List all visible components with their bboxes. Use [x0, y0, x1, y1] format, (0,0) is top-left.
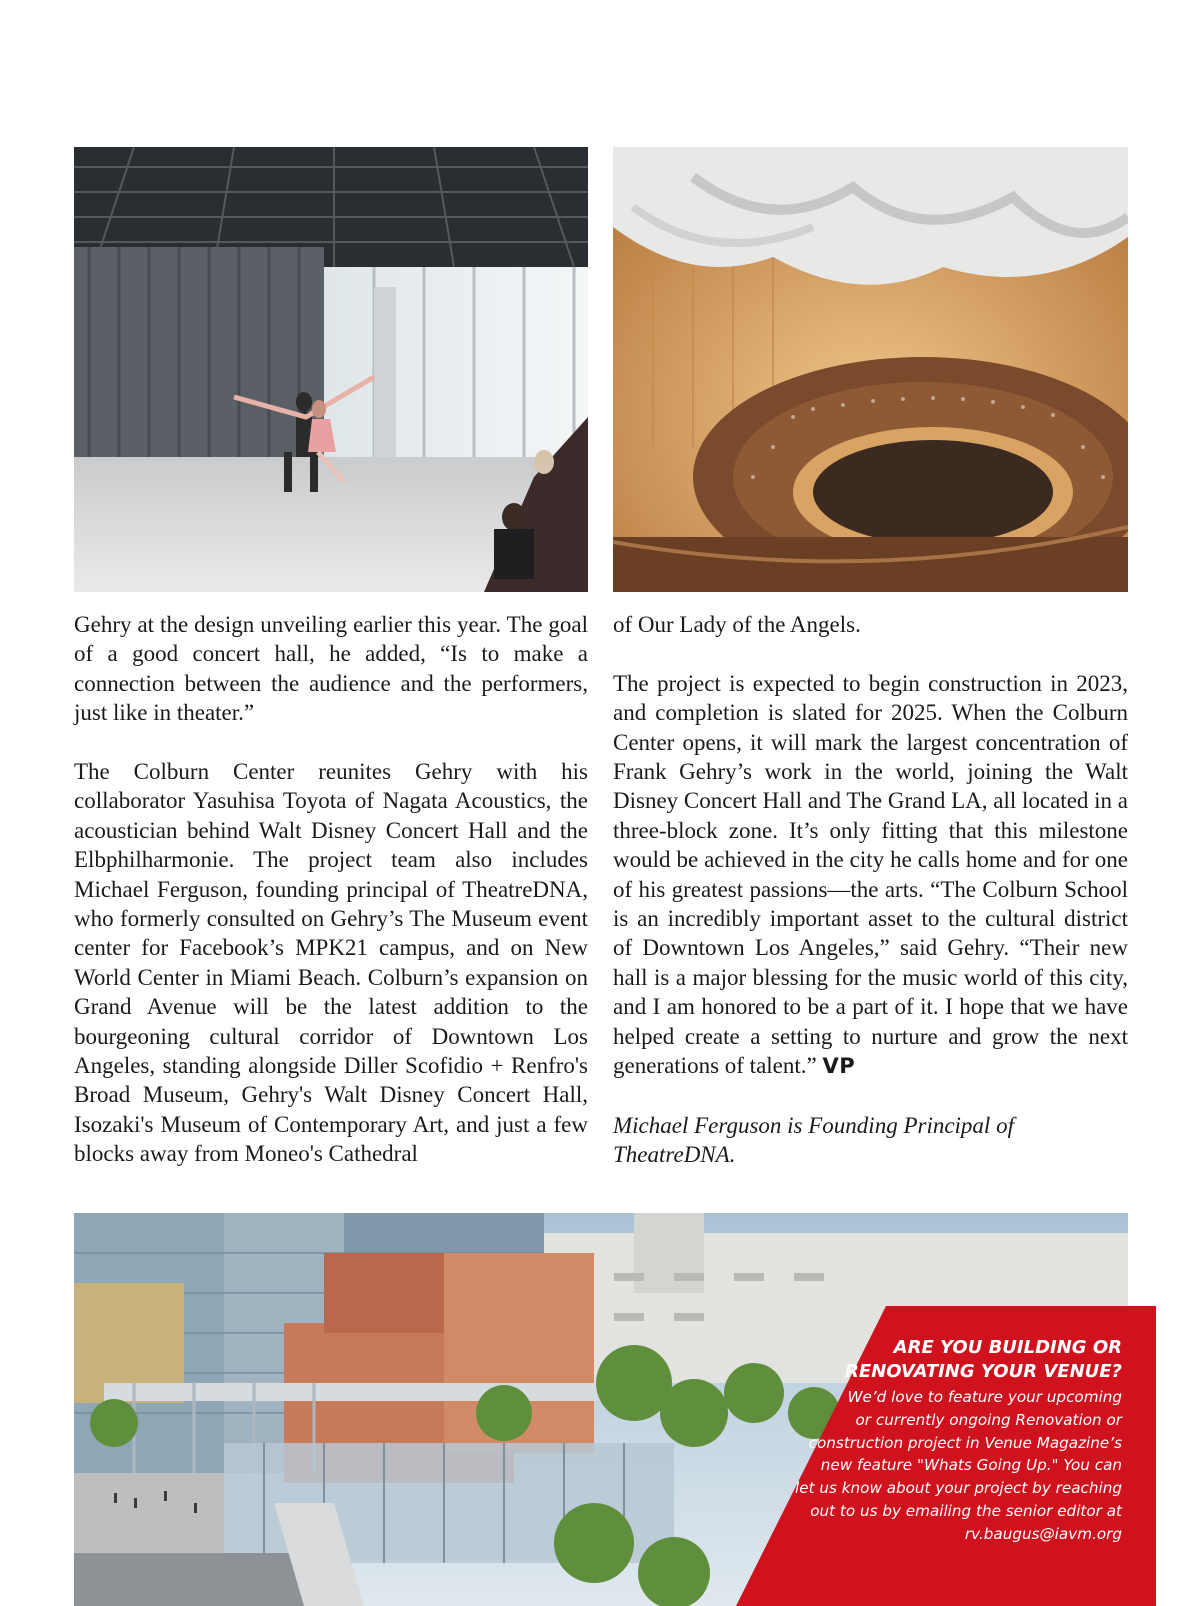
author-credit: Michael Ferguson is Founding Principal of TheatreDNA. [613, 1112, 1014, 1168]
signoff-mark: VP [822, 1054, 856, 1079]
editor-email-link[interactable]: rv.baugus@iavm.org [964, 1524, 1122, 1543]
callout-heading-line: RENOVATING YOUR VENUE? [845, 1361, 1122, 1382]
callout-body-line: or currently ongoing Renovation or [855, 1410, 1122, 1429]
venue-callout [736, 1306, 1156, 1606]
article-paragraph: Gehry at the design unveiling earlier this year. The goal of a good concert hall, he added, “Is to make a connection between the audience and the performers, just like in theater.” [74, 612, 588, 726]
callout-heading-line: ARE YOU BUILDING OR [893, 1337, 1122, 1358]
callout-body-line: new feature "Whats Going Up." You can [820, 1456, 1122, 1475]
concert-hall-photo [613, 147, 1128, 592]
callout-text [762, 1336, 1122, 1546]
callout-body-line: construction project in Venue Magazine’s [808, 1433, 1122, 1452]
article-paragraph-text: The project is expected to begin construction in 2023, and completion is slated for 2025. When the Colburn Center opens, it will mark the largest concentration of Frank Gehry’s work in the world, joining the Walt Disney Concert Hall and The Grand LA, all located in a three-block zone. It’s only fitting that this milestone would be achieved in the city he calls home and for one of his greatest passions—the arts. “The Colburn School is an incredibly important asset to the cultural district of Downtown Los Angeles,” said Gehry. “Their new hall is a major blessing for the music world of this city, and I am honored to be a part of it. I hope that we have helped create a setting to nurture and grow the next generations of talent.” [613, 670, 1128, 1079]
callout-body-line: out to us by emailing the senior editor at [810, 1501, 1122, 1520]
article-paragraph: of Our Lady of the Angels. [613, 612, 861, 637]
article-column-right [613, 610, 1128, 1170]
article-paragraph-final [613, 669, 1128, 1082]
callout-body-line: We’d love to feature your upcoming [847, 1388, 1122, 1406]
article-column-left [74, 610, 588, 1169]
callout-body-line: let us know about your project by reaching [795, 1479, 1122, 1498]
callout-body [762, 1386, 1122, 1546]
article-paragraph: The Colburn Center reunites Gehry with his collaborator Yasuhisa Toyota of Nagata Acoustics, the acoustician behind Walt Disney Concert Hall and the Elbphilharmonie. The project team also includes Michael Ferguson, founding principal of TheatreDNA, who formerly consulted on Gehry’s The Museum event center for Facebook’s MPK21 campus, and on New World Center in Miami Beach. Colburn’s expansion on Grand Avenue will be the latest addition to the bourgeoning cultural corridor of Downtown Los Angeles, standing alongside Diller Scofidio + Renfro's Broad Museum, Gehry's Walt Disney Concert Hall, Isozaki's Museum of Contemporary Art, and just a few blocks away from Moneo's Cathedral [74, 759, 588, 1167]
dance-studio-photo [74, 147, 588, 592]
callout-heading [762, 1336, 1122, 1384]
